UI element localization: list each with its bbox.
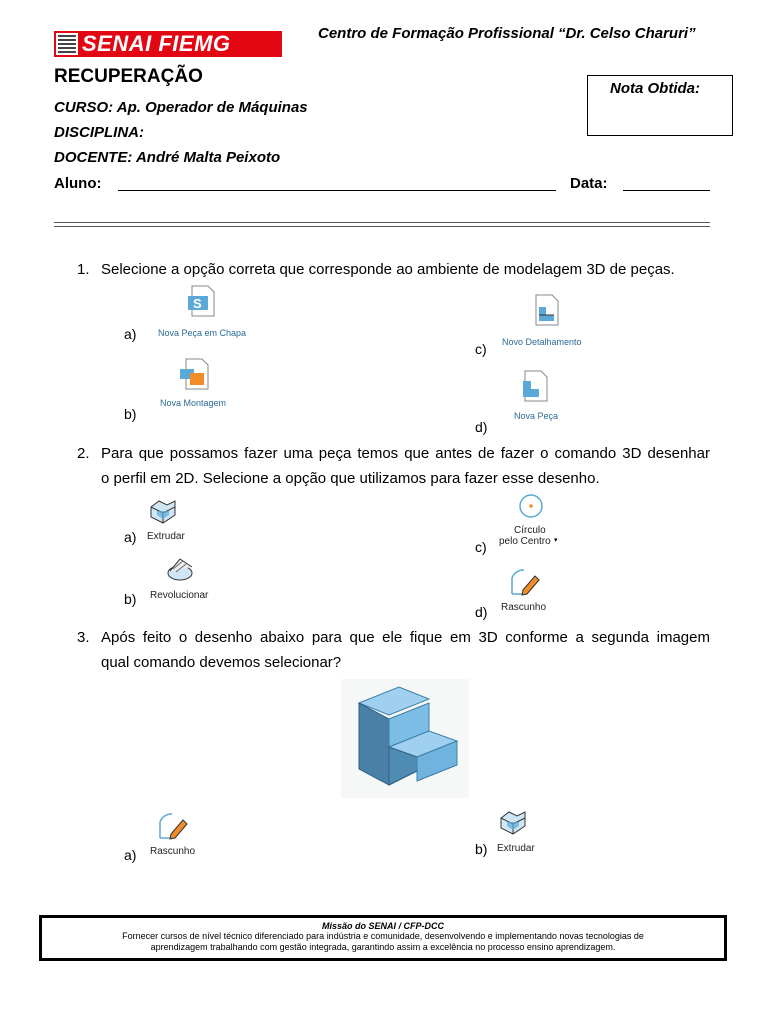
q1-option-b-caption: Nova Montagem [160,398,227,408]
question-3-text-line1: Após feito o desenho abaixo para que ele fique em 3D conforme a segunda imagem [101,629,710,646]
sketch-icon[interactable] [157,810,191,849]
question-1-number: 1. [77,261,90,278]
sketch-icon[interactable] [509,566,543,605]
question-1-text: Selecione a opção correta que corresponde ao ambiente de modelagem 3D de peças. [101,261,675,278]
3d-part-image [341,679,469,798]
question-2-number: 2. [77,445,90,462]
docente-label: DOCENTE: André Malta Peixoto [54,149,281,166]
logo-text: SENAI FIEMG [82,31,231,56]
dropdown-arrow-icon[interactable]: ▾ [554,537,558,544]
extrude-icon[interactable] [498,808,532,841]
student-label: Aluno: [54,175,102,192]
grade-label: Nota Obtida: [610,80,700,97]
revolve-icon[interactable] [164,555,198,590]
mission-box [39,915,727,961]
question-2-text-line1: Para que possamos fazer uma peça temos que antes de fazer o comando 3D desenhar [101,445,710,462]
q2-option-c-letter: c) [475,539,487,555]
disciplina-label: DISCIPLINA: [54,124,144,141]
mission-text-line1: Fornecer cursos de nível técnico diferenciado para indústria e comunidade, desenvolvendo e implementando novas tecnologias de [122,931,644,941]
q1-option-a-caption: Nova Peça em Chapa [158,328,247,338]
q3-option-b-caption: Extrudar [497,843,535,854]
q1-option-d-caption: Nova Peça [514,411,559,421]
header-divider [54,222,710,227]
student-name-line[interactable] [118,190,556,191]
logo-mark-icon [56,33,78,55]
q2-option-c-caption-line2: pelo Centro [499,536,551,547]
q2-option-a-caption: Extrudar [147,531,185,542]
question-3-number: 3. [77,629,90,646]
date-label: Data: [570,175,608,192]
q2-option-a-letter: a) [124,529,137,545]
q1-option-b-letter: b) [124,406,137,422]
grade-box [587,75,733,136]
q2-option-d-letter: d) [475,604,488,620]
drawing-icon[interactable] [530,293,564,332]
part-icon[interactable] [519,369,553,408]
svg-text:S: S [193,296,202,311]
q1-option-c-letter: c) [475,341,487,357]
extrude-icon[interactable] [148,497,182,530]
curso-label: CURSO: Ap. Operador de Máquinas [54,99,308,116]
q1-option-a-letter: a) [124,326,137,342]
q3-option-a-caption: Rascunho [150,846,196,857]
q3-option-a-letter: a) [124,847,137,863]
senai-logo [54,31,282,57]
assembly-icon[interactable] [178,357,212,396]
page-title: RECUPERAÇÃO [54,66,203,87]
question-3-text-line2: qual comando devemos selecionar? [101,654,342,671]
q3-option-b-letter: b) [475,841,488,857]
q1-option-d-letter: d) [475,419,488,435]
q2-option-b-caption: Revolucionar [150,590,209,601]
q1-option-c-caption: Novo Detalhamento [502,337,582,347]
training-center-name: Centro de Formação Profissional “Dr. Celso Charuri” [318,25,696,42]
circle-center-icon[interactable] [517,492,547,527]
date-line[interactable] [623,190,710,191]
q2-option-d-caption: Rascunho [501,602,547,613]
question-2-text-line2: o perfil em 2D. Selecione a opção que utilizamos para fazer esse desenho. [101,470,600,487]
q2-option-c-caption: Círculo [514,525,546,536]
sheet-metal-part-icon[interactable] [186,284,220,323]
mission-title: Missão do SENAI / CFP-DCC [321,921,444,931]
mission-text-line2: aprendizagem trabalhando com gestão integrada, garantindo assim a excelência no processo ensino aprendizagem. [150,942,616,952]
q2-option-b-letter: b) [124,591,137,607]
